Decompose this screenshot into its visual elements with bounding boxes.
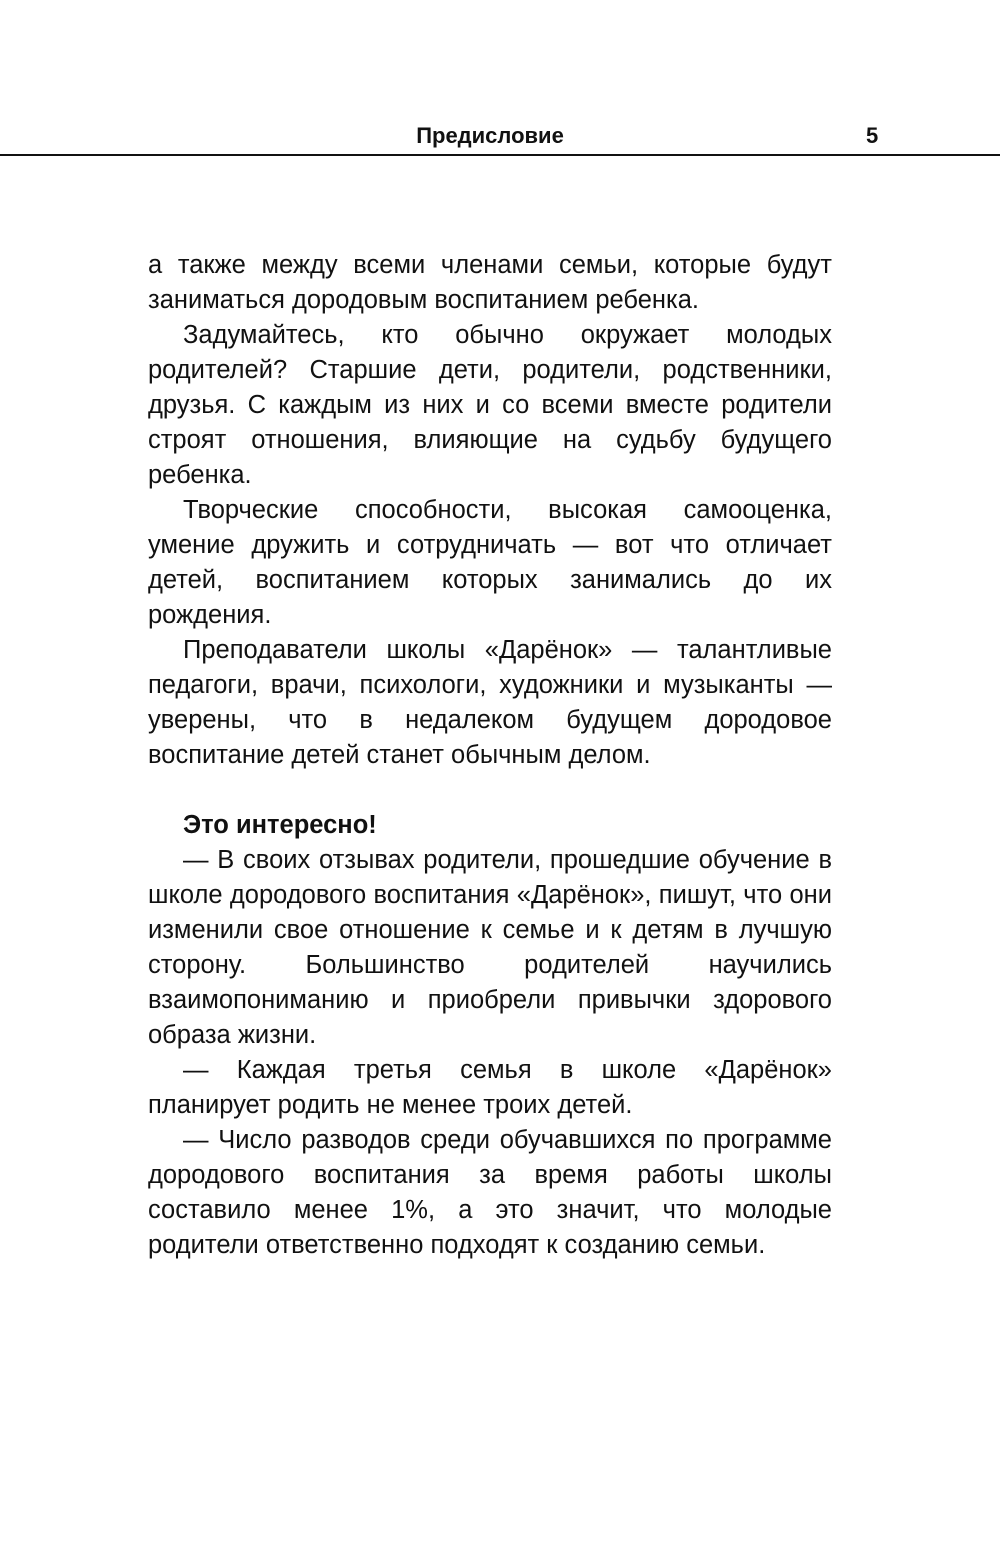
paragraph-4: Преподаватели школы «Дарёнок» — талантливые педагоги, врачи, психологи, художники и музыканты — уверены, что в недалеком будущем дородовое воспитание детей станет обычным делом. xyxy=(148,636,832,769)
main-text xyxy=(148,248,832,1263)
interesting-item-3: — Число разводов среди обучавшихся по программе дородового воспитания за время работы школы составило менее 1%, а это значит, что молодые родители ответственно подходят к созданию семьи. xyxy=(148,1126,832,1259)
paragraph-3: Творческие способности, высокая самооценка, умение дружить и сотрудничать — вот что отличает детей, воспитанием которых занимались до их рождения. xyxy=(148,496,832,629)
interesting-item-2: — Каждая третья семья в школе «Дарёнок» планирует родить не менее троих детей. xyxy=(148,1056,832,1119)
page-number: 5 xyxy=(866,123,879,148)
paragraph-1: а также между всеми членами семьи, которые будут заниматься дородовым воспитанием ребенка. xyxy=(148,251,832,314)
interesting-heading: Это интересно! xyxy=(183,811,377,839)
interesting-item-1: — В своих отзывах родители, прошедшие обучение в школе дородового воспитания «Дарёнок», пишут, что они изменили свое отношение к семье и к детям в лучшую сторону. Большинство родителей научились взаимопониманию и приобрели привычки здорового образа жизни. xyxy=(148,846,832,1049)
paragraph-2: Задумайтесь, кто обычно окружает молодых родителей? Старшие дети, родители, родственники, друзья. С каждым из них и со всеми вместе родители строят отношения, влияющие на судьбу будущего ребенка. xyxy=(148,321,832,489)
running-header xyxy=(0,118,1000,156)
chapter-title: Предисловие xyxy=(416,123,564,148)
